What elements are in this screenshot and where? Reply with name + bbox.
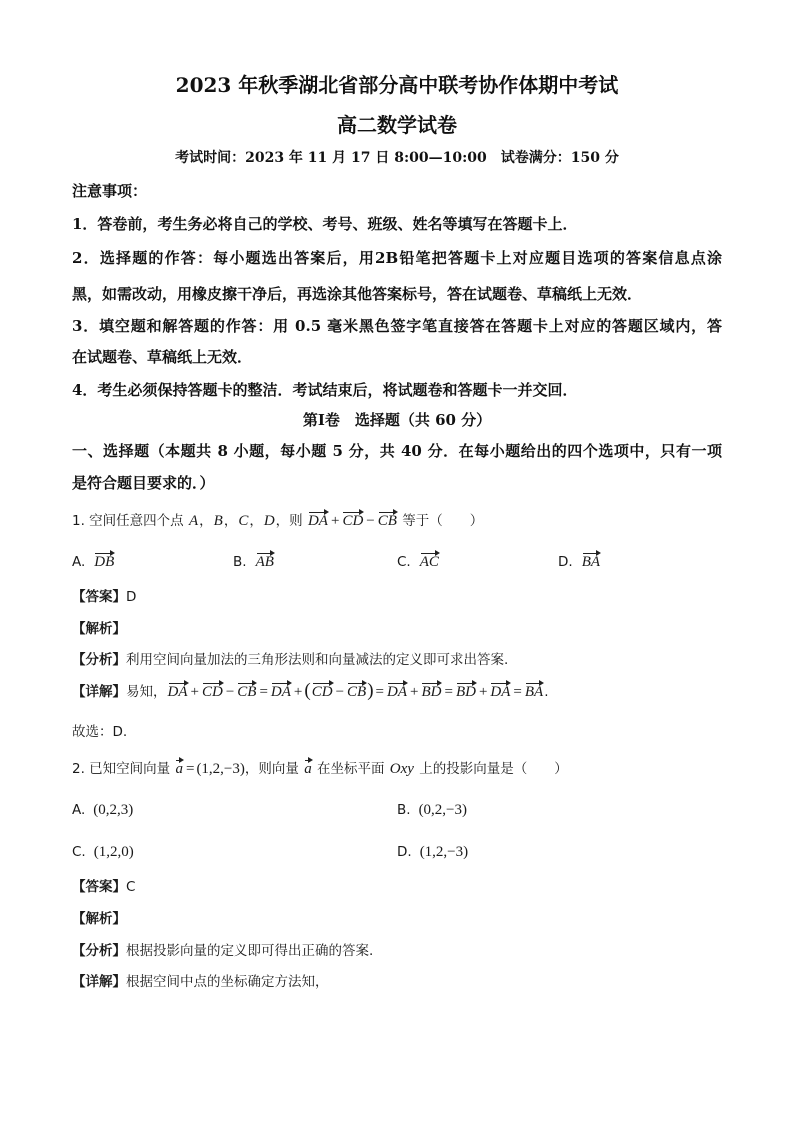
vector-symbol: DA [490, 684, 511, 700]
text-run: 易知， [126, 684, 167, 700]
vector-symbol: CB [347, 684, 367, 700]
coordinate-tuple: (0,2,−3) [418, 802, 468, 818]
question-2-solution-heading: 【解析】 [72, 911, 126, 927]
bold-label: 【详解】 [72, 684, 126, 700]
option-label: B. [397, 802, 411, 818]
vector-symbol: DA [387, 684, 407, 700]
option-expression [419, 554, 440, 570]
option-label: C. [72, 844, 86, 860]
math-operator: + [410, 684, 419, 700]
math-variable: Oxy [389, 761, 414, 777]
option-label: B. [233, 554, 247, 570]
vector-symbol: a [175, 761, 183, 777]
math-operator: − [335, 684, 345, 700]
math-variable: A [188, 513, 199, 529]
math-operator: + [330, 513, 340, 529]
question-2-option-d [397, 841, 468, 863]
exam-subtitle: 高二数学试卷 [337, 113, 457, 137]
option-expression [420, 844, 468, 860]
math-operator: = [259, 684, 268, 700]
text-run: ，则 [275, 513, 307, 529]
text-run: ，则向量 [244, 761, 304, 777]
option-expression [93, 802, 133, 818]
math-operator: = [375, 684, 384, 700]
question-1-solution-heading: 【解析】 [72, 621, 126, 637]
math-parenthesis: ( [304, 680, 311, 701]
math-operator: + [190, 684, 199, 700]
option-label: C. [397, 554, 411, 570]
vector-symbol: a [304, 761, 312, 777]
note-item-2-line-2: 黑，如需改动，用橡皮擦干净后，再选涂其他答案标号，答在试题卷、草稿纸上无效． [72, 285, 643, 303]
math-operator: + [478, 684, 488, 700]
question-1-option-a [72, 551, 115, 573]
text-run: 根据投影向量的定义即可得出正确的答案. [126, 943, 374, 959]
math-operator: − [366, 513, 375, 529]
exam-title: 2023 年秋季湖北省部分高中联考协作体期中考试 [175, 73, 619, 97]
math-operator: = [185, 761, 195, 777]
section-heading: 第Ⅰ卷 选择题（共 60 分） [302, 411, 492, 429]
option-expression [419, 802, 467, 818]
notes-heading: 注意事项： [72, 182, 148, 200]
option-label: A. [72, 554, 86, 570]
option-expression [255, 554, 275, 570]
option-expression [93, 554, 115, 570]
question-1-option-c [397, 551, 440, 573]
vector-symbol: CB [237, 684, 257, 700]
math-variable: D [263, 513, 275, 529]
math-parenthesis: ) [367, 680, 374, 701]
math-operator: − [225, 684, 235, 700]
bold-label: 【分析】 [72, 943, 126, 959]
text-run: 1. 空间任意四个点 [72, 513, 188, 529]
exam-info: 考试时间：2023 年 11 月 17 日 8:00—10:00 试卷满分：150 分 [175, 150, 619, 166]
coordinate-tuple: (0,2,3) [93, 802, 134, 818]
note-item-3-line-1: 3．填空题和解答题的作答：用 0.5 毫米黑色签字笔直接答在答题卡上对应的答题区域内，答 [72, 317, 722, 335]
text-run: ， [249, 513, 263, 529]
text-run: ， [223, 513, 238, 529]
coordinate-tuple: (1,2,−3) [196, 761, 245, 777]
question-2-option-c [72, 841, 134, 863]
vector-symbol: DA [167, 684, 188, 700]
bold-label: 【详解】 [72, 974, 126, 990]
vector-symbol: CD [201, 684, 223, 700]
option-expression [581, 554, 601, 570]
note-item-3-line-2: 在试题卷、草稿纸上无效． [72, 348, 253, 366]
option-expression [94, 844, 134, 860]
part-title-line-1: 一、选择题（本题共 8 小题，每小题 5 分，共 40 分．在每小题给出的四个选项中，只有一项 [72, 442, 722, 460]
vector-symbol: DB [94, 554, 115, 570]
note-item-1: 1．答卷前，考生务必将自己的学校、考号、班级、姓名等填写在答题卡上． [72, 215, 578, 233]
vector-symbol: AC [419, 554, 439, 570]
option-label: D. [397, 844, 412, 860]
question-1-analysis [72, 649, 508, 671]
question-1-conclusion: 故选：D. [72, 724, 128, 740]
math-variable: C [238, 513, 249, 529]
question-2-detail [72, 971, 329, 993]
math-operator: = [513, 684, 522, 700]
vector-symbol: CD [311, 684, 333, 700]
part-title-line-2: 是符合题目要求的．） [72, 474, 215, 492]
question-2-analysis [72, 940, 373, 962]
bold-label: 【分析】 [72, 652, 126, 668]
text-run: 根据空间中点的坐标确定方法知， [126, 974, 329, 990]
coordinate-tuple: (1,2,0) [93, 844, 134, 860]
text-run: C [126, 879, 136, 895]
question-1-option-b [233, 551, 275, 573]
question-2-option-b [397, 799, 467, 821]
text-run: 2. 已知空间向量 [72, 761, 175, 777]
note-item-2-line-1: 2．选择题的作答：每小题选出答案后，用2B铅笔把答题卡上对应题目选项的答案信息点涂 [72, 249, 722, 267]
question-2-option-a [72, 799, 133, 821]
question-2-answer [72, 876, 135, 898]
option-label: D. [558, 554, 573, 570]
vector-symbol: BA [524, 684, 544, 700]
text-run: 上的投影向量是（ ） [414, 761, 568, 777]
question-1-stem [72, 510, 483, 532]
bold-label: 【答案】 [72, 589, 126, 605]
bold-label: 【答案】 [72, 879, 126, 895]
question-1-answer [72, 586, 136, 608]
vector-symbol: BD [455, 684, 476, 700]
math-operator: + [293, 684, 303, 700]
vector-symbol: BA [581, 554, 601, 570]
math-variable: B [213, 513, 223, 529]
vector-symbol: BD [421, 684, 442, 700]
text-run: D [126, 589, 137, 605]
vector-symbol: DA [270, 684, 291, 700]
option-label: A. [72, 802, 86, 818]
text-run: . [544, 684, 549, 700]
vector-symbol: CD [342, 513, 364, 529]
note-item-4: 4．考生必须保持答题卡的整洁．考试结束后，将试题卷和答题卡一并交回． [72, 381, 578, 399]
text-run: 在坐标平面 [312, 761, 389, 777]
math-operator: = [444, 684, 453, 700]
text-run: ， [199, 513, 213, 529]
vector-symbol: DA [307, 513, 328, 529]
vector-symbol: AB [255, 554, 274, 570]
text-run: 利用空间向量加法的三角形法则和向量减法的定义即可求出答案. [126, 652, 509, 668]
question-1-detail [72, 680, 549, 703]
coordinate-tuple: (1,2,−3) [419, 844, 469, 860]
question-1-option-d [558, 551, 601, 573]
text-run: 等于（ ） [397, 513, 484, 529]
question-2-stem [72, 758, 568, 780]
vector-symbol: CB [377, 513, 397, 529]
